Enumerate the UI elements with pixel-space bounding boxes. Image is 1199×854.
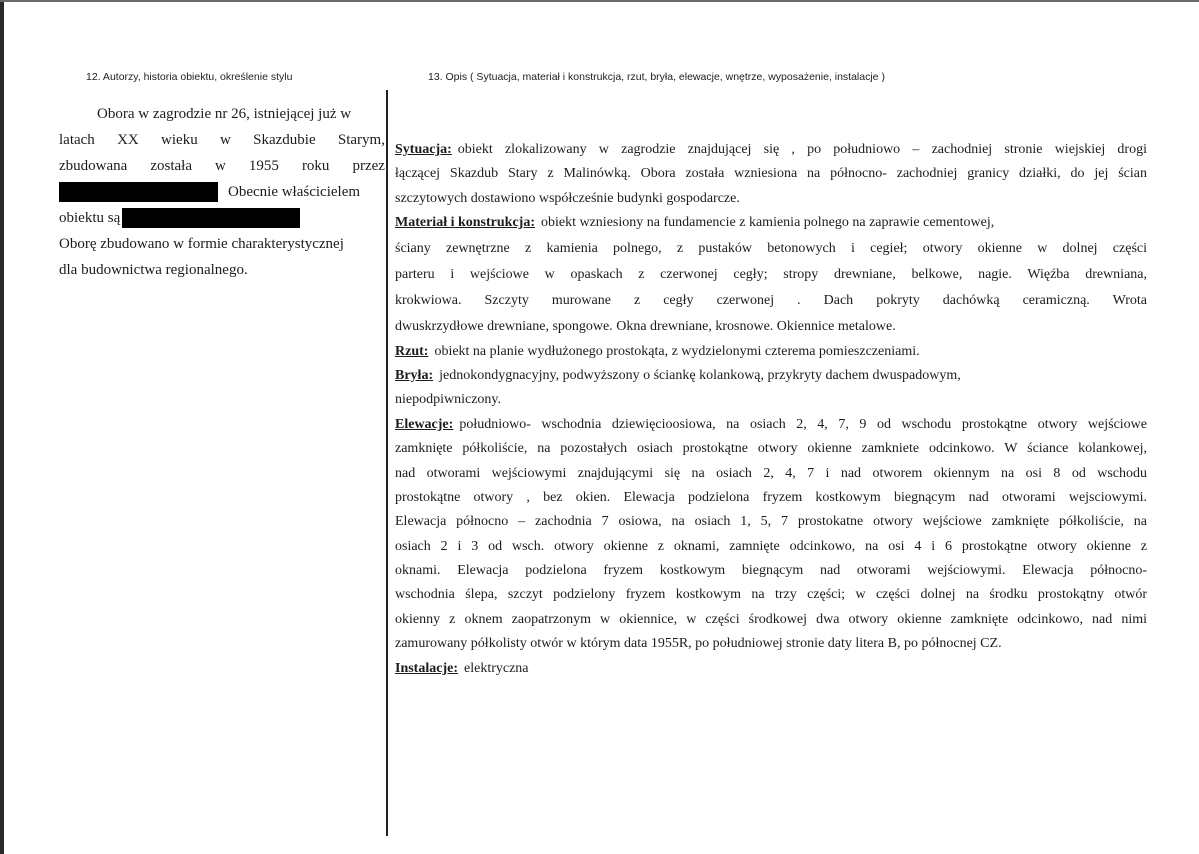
- installations-line-1: [395, 657, 1147, 681]
- material-line-4: krokwiowa. Szczyty murowane z cegły czerwonej . Dach pokryty dachówką ceramiczną. Wrota: [395, 292, 1147, 308]
- situation-text: obiekt zlokalizowany w zagrodzie znajdującej się , po południowo – zachodniej stronie wiejskiej drogi: [457, 142, 1147, 157]
- situation-line-1: [395, 138, 1147, 162]
- elevations-label: Elewacje:: [395, 416, 454, 432]
- material-label: Materiał i konstrukcja:: [395, 215, 535, 231]
- section-12-header: 12. Autorzy, historia obiektu, określenie stylu: [86, 71, 293, 83]
- material-line-3: parteru i wejściowe w opaskach z czerwonej cegły; stropy drewniane, belkowe, nagie. Więźba drewniana,: [395, 266, 1147, 282]
- word: wieku: [161, 132, 198, 148]
- material-text: obiekt wzniesiony na fundamencie z kamienia polnego na zaprawie cementowej,: [540, 215, 995, 231]
- massing-label: Bryła:: [395, 367, 434, 383]
- elevations-line-2: zamknięte półkoliście, na pozostałych osiach prostokątne otwory okienne zamkniete odcinkowo. W ściance kolankowej,: [395, 441, 1147, 457]
- elevations-line-1: [395, 413, 1147, 437]
- history-column: [59, 101, 385, 283]
- owner-label: obiektu są: [59, 210, 121, 226]
- history-line-4: [59, 179, 385, 205]
- word: 1955: [248, 158, 279, 174]
- word: została: [150, 158, 192, 174]
- word: roku: [301, 158, 330, 174]
- word: zbudowana: [59, 158, 128, 174]
- massing-line-2: niepodpiwniczony.: [395, 392, 502, 408]
- elevations-line-8: wschodnia ślepa, szczyt podzielony fryzem kostkowym na trzy części; w części dolnej na środku prostokątny otwór: [395, 587, 1147, 603]
- material-line-1: [395, 211, 1147, 235]
- word: w: [220, 132, 231, 148]
- elevations-line-9: okienny z oknem zaopatrzonym w okiennice, w części środkowej dwa otwory okienne zamknięte odcinkowo, nad nimi: [395, 611, 1147, 627]
- material-line-2: ściany zewnętrzne z kamienia polnego, z pustaków betonowych i cegieł; otwory okienne w dolnej części: [395, 240, 1147, 256]
- section-13-header: 13. Opis ( Sytuacja, materiał i konstrukcja, rzut, bryła, elewacje, wnętrze, wyposażenie, instalacje ): [428, 71, 885, 83]
- description-column: [395, 138, 1147, 681]
- history-line-1: Obora w zagrodzie nr 26, istniejącej już w: [97, 106, 352, 122]
- history-line-2: [59, 127, 385, 153]
- situation-line-3: szczytowych dostawiono współcześnie budynki gospodarcze.: [395, 190, 740, 206]
- elevations-text: południowo- wschodnia dziewięcioosiowa, na osiach 2, 4, 7, 9 od wschodu prostokątne otwory wejściowe: [459, 416, 1147, 432]
- elevations-line-3: nad otworami wejściowymi znajdującymi się na osiach 2, 4, 7 i nad otworem okiennym na osi 8 od wschodu: [395, 465, 1147, 481]
- plan-label: Rzut:: [395, 343, 429, 359]
- installations-label: Instalacje:: [395, 660, 458, 676]
- word: latach: [59, 132, 95, 148]
- redaction-block: [122, 208, 300, 228]
- word: Starym,: [337, 132, 385, 148]
- installations-text: elektryczna: [464, 660, 529, 676]
- massing-text: jednokondygnacyjny, podwyższony o ściankę kolankową, przykryty dachem dwuspadowym,: [439, 367, 961, 383]
- scan-edge-left: [0, 0, 4, 854]
- history-line-3: [59, 153, 385, 179]
- history-line-5: [59, 205, 385, 231]
- column-divider: [386, 90, 388, 836]
- situation-label: Sytuacja:: [395, 142, 452, 157]
- elevations-line-6: osiach 2 i 3 od wsch. otwory okienne z oknami, zamnięte odcinkowo, na osi 4 i 6 prostokątne otwory okienne z: [395, 538, 1147, 554]
- elevations-line-4: prostokątne otwory , bez okien. Elewacja podzielona fryzem kostkowym biegnącym nad otworami wejsciowymi.: [395, 489, 1147, 505]
- redaction-block: [59, 182, 218, 202]
- owner-text: Obecnie właścicielem: [228, 184, 361, 200]
- elevations-line-5: Elewacja północno – zachodnia 7 osiowa, na osiach 1, 5, 7 prostokatne otwory wejściowe zamknięte półkoliście, na: [395, 514, 1147, 530]
- massing-line-1: [395, 364, 1147, 388]
- word: w: [215, 158, 226, 174]
- plan-text: obiekt na planie wydłużonego prostokąta, z wydzielonymi czterema pomieszczeniami.: [434, 343, 920, 359]
- scan-edge-top: [0, 0, 1199, 2]
- history-line-6: Oborę zbudowano w formie charakterystycznej: [59, 236, 344, 252]
- word: przez: [352, 158, 385, 174]
- situation-line-2: łączącej Skazdub Stary z Malinówką. Obora została wzniesiona na północno- zachodniej granicy działki, do jej ścian: [395, 166, 1147, 182]
- plan-line-1: [395, 340, 1147, 364]
- history-line-7: dla budownictwa regionalnego.: [59, 262, 248, 278]
- word: XX: [117, 132, 139, 148]
- word: Skazdubie: [253, 132, 316, 148]
- elevations-line-7: oknami. Elewacja podzielona fryzem kostkowym biegnącym nad otworami wejściowymi. Elewacja północno-: [395, 563, 1147, 579]
- material-line-5: dwuskrzydłowe drewniane, spongowe. Okna drewniane, krosnowe. Okiennice metalowe.: [395, 318, 896, 334]
- elevations-line-10: zamurowany półkolisty otwór w którym data 1955R, po południowej stronie daty litera B, po północnej CZ.: [395, 636, 1002, 652]
